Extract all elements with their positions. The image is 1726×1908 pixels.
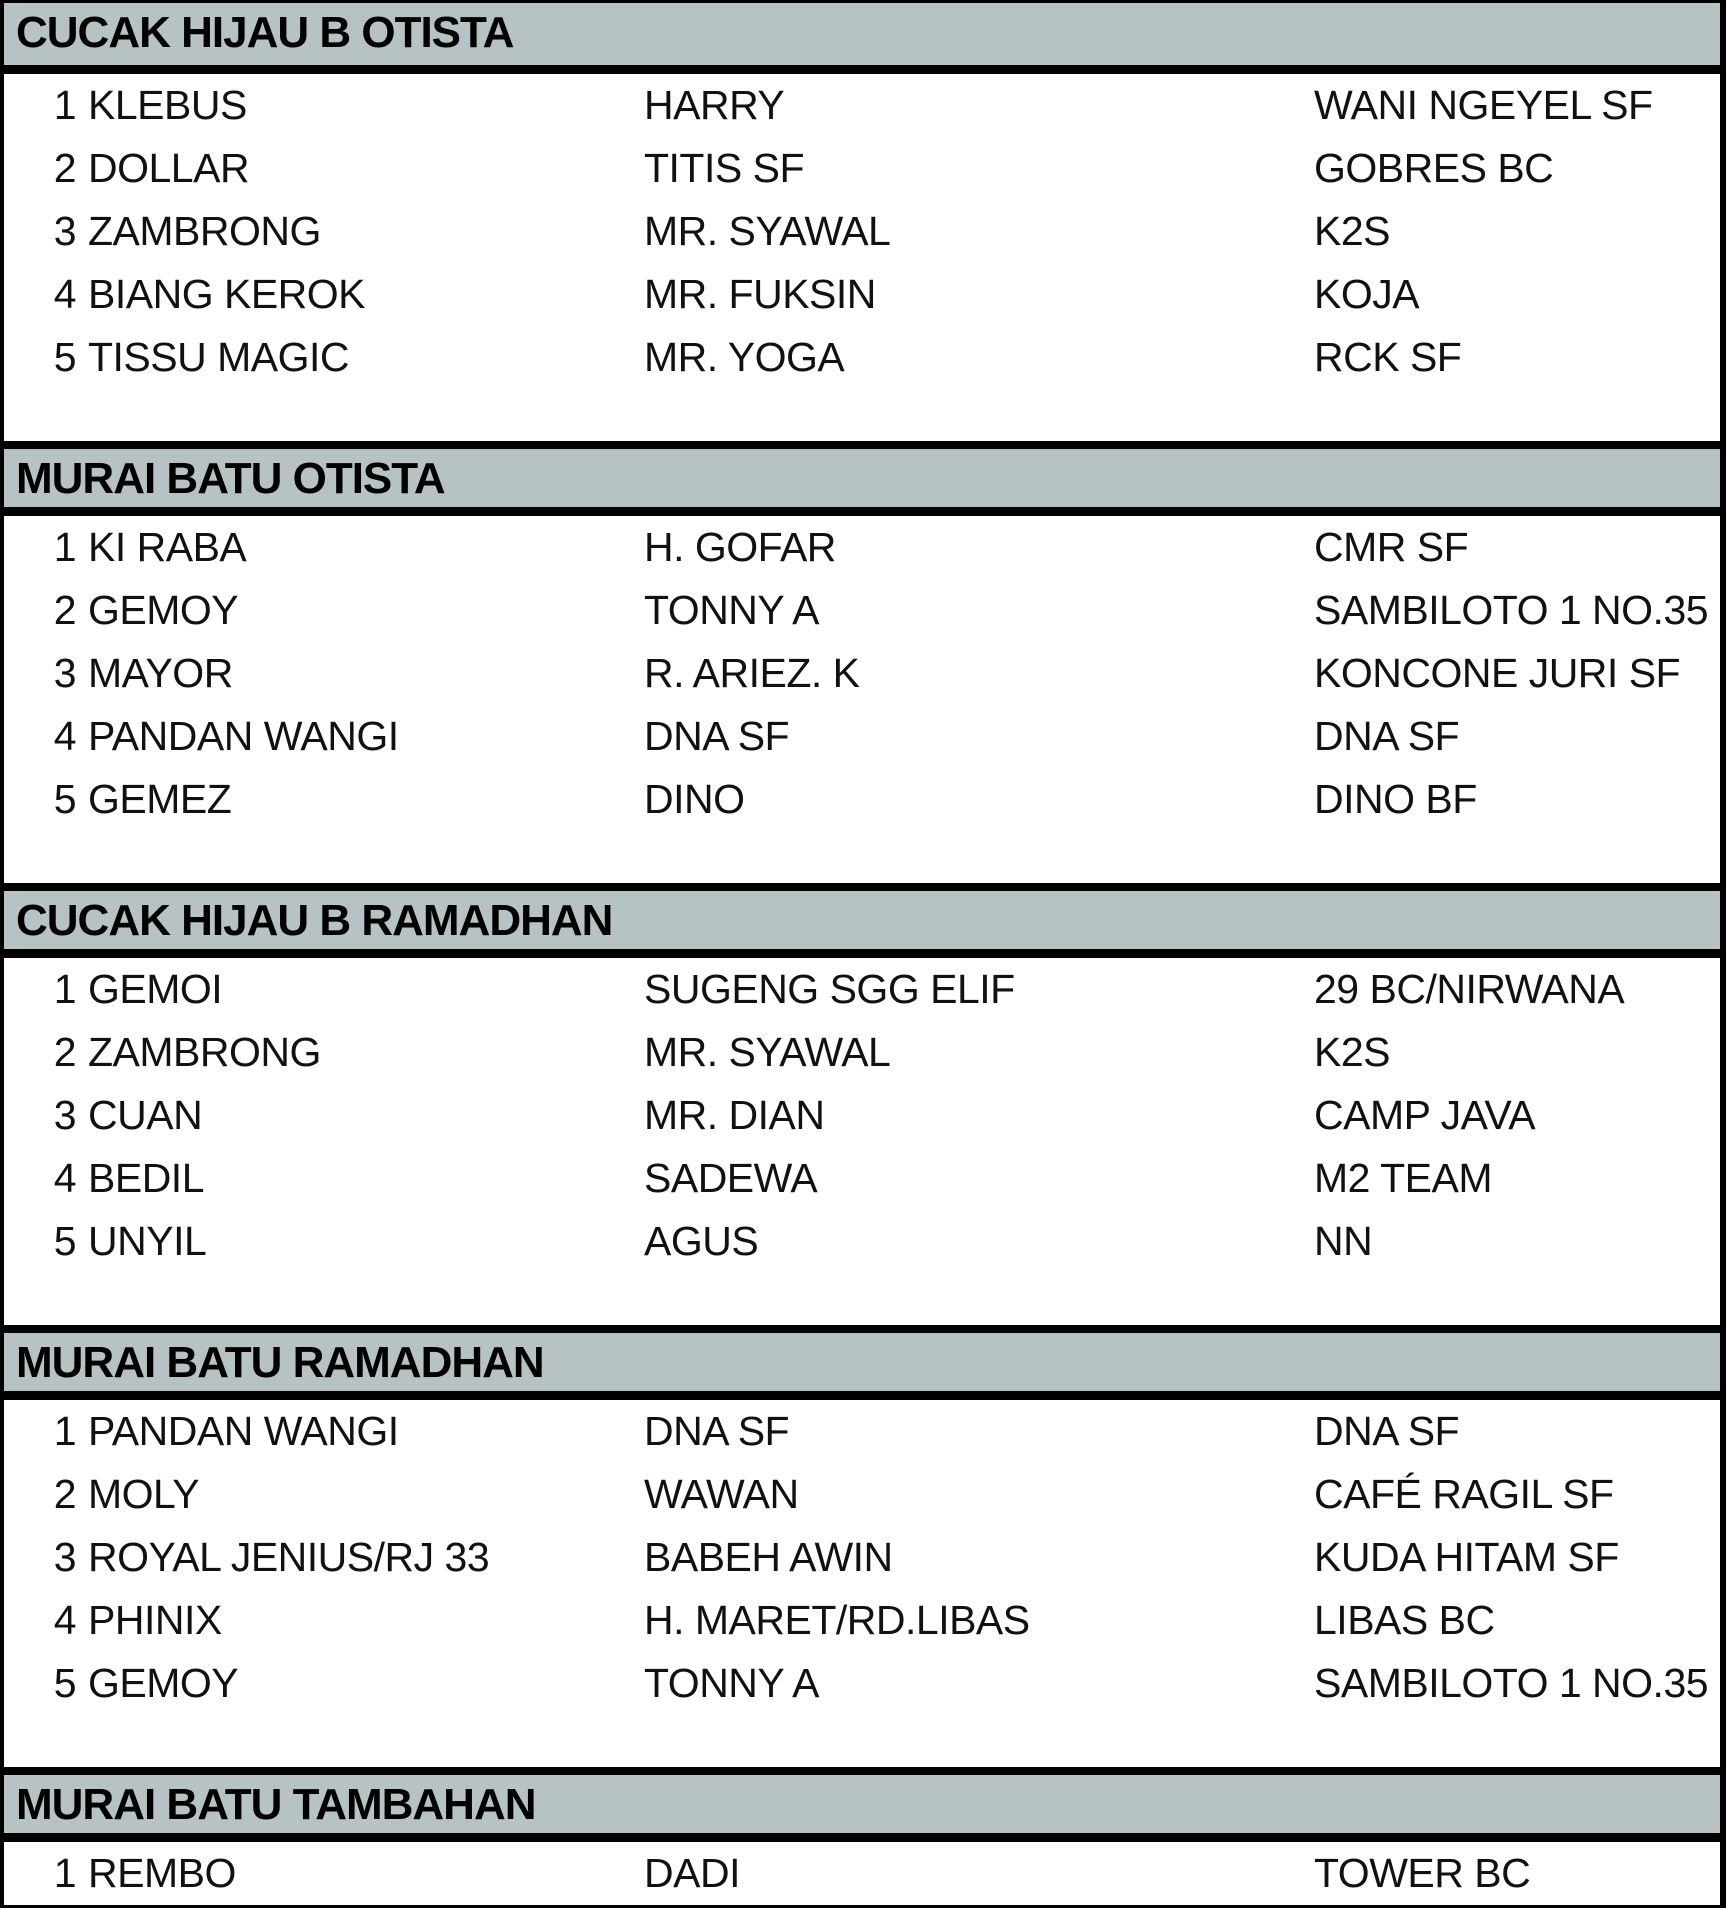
owner-cell: AGUS	[644, 1218, 759, 1264]
result-section	[4, 883, 1720, 1273]
team-cell: DNA SF	[1314, 713, 1460, 759]
team-cell: RCK SF	[1314, 334, 1462, 380]
table-row	[4, 516, 1720, 579]
owner-cell: BABEH AWIN	[644, 1534, 893, 1580]
rank-cell: 4	[53, 271, 76, 317]
bird-cell: DOLLAR	[88, 145, 250, 191]
table-row	[4, 1463, 1720, 1526]
rank-cell: 1	[53, 524, 76, 570]
bird-cell: MAYOR	[88, 650, 233, 696]
section-rows	[4, 516, 1720, 831]
owner-cell: DINO	[644, 776, 745, 822]
team-cell: KONCONE JURI SF	[1314, 650, 1681, 696]
bird-cell: UNYIL	[88, 1218, 207, 1264]
bird-cell: BIANG KEROK	[88, 271, 366, 317]
owner-cell: H. GOFAR	[644, 524, 836, 570]
rank-cell: 1	[53, 1850, 76, 1896]
bird-cell: ROYAL JENIUS/RJ 33	[88, 1534, 490, 1580]
owner-cell: DNA SF	[644, 1408, 790, 1454]
rank-cell: 3	[53, 650, 76, 696]
team-cell: GOBRES BC	[1314, 145, 1554, 191]
table-row	[4, 263, 1720, 326]
bird-cell: PANDAN WANGI	[88, 713, 399, 759]
team-cell: CMR SF	[1314, 524, 1469, 570]
bird-cell: MOLY	[88, 1471, 200, 1517]
sections-root	[4, 3, 1720, 1908]
result-section	[4, 1767, 1720, 1905]
bird-cell: CUAN	[88, 1092, 203, 1138]
owner-cell: MR. YOGA	[644, 334, 845, 380]
team-cell: 29 BC/NIRWANA	[1314, 966, 1625, 1012]
owner-cell: H. MARET/RD.LIBAS	[644, 1597, 1030, 1643]
team-cell: M2 TEAM	[1314, 1155, 1492, 1201]
team-cell: DNA SF	[1314, 1408, 1460, 1454]
rank-cell: 3	[53, 1092, 76, 1138]
team-cell: DINO BF	[1314, 776, 1477, 822]
table-row	[4, 642, 1720, 705]
team-cell: NN	[1314, 1218, 1373, 1264]
bird-cell: GEMEZ	[88, 776, 232, 822]
owner-cell: MR. DIAN	[644, 1092, 825, 1138]
owner-cell: MR. SYAWAL	[644, 208, 891, 254]
rank-cell: 3	[53, 1534, 76, 1580]
owner-cell: SADEWA	[644, 1155, 818, 1201]
table-row	[4, 200, 1720, 263]
bird-cell: GEMOI	[88, 966, 223, 1012]
team-cell: KOJA	[1314, 271, 1420, 317]
section-rows	[4, 1842, 1720, 1905]
section-header: MURAI BATU OTISTA	[4, 441, 1720, 516]
section-header: CUCAK HIJAU B OTISTA	[4, 3, 1720, 74]
table-row	[4, 1526, 1720, 1589]
section-header: MURAI BATU RAMADHAN	[4, 1325, 1720, 1400]
table-row	[4, 1210, 1720, 1273]
section-rows	[4, 74, 1720, 389]
table-row	[4, 579, 1720, 642]
rank-cell: 1	[53, 82, 76, 128]
team-cell: K2S	[1314, 1029, 1390, 1075]
team-cell: K2S	[1314, 208, 1390, 254]
table-row	[4, 1400, 1720, 1463]
table-row	[4, 705, 1720, 768]
section-header: CUCAK HIJAU B RAMADHAN	[4, 883, 1720, 958]
owner-cell: TITIS SF	[644, 145, 804, 191]
bird-cell: ZAMBRONG	[88, 208, 321, 254]
bird-cell: GEMOY	[88, 587, 239, 633]
team-cell: LIBAS BC	[1314, 1597, 1495, 1643]
owner-cell: SUGENG SGG ELIF	[644, 966, 1015, 1012]
rank-cell: 5	[53, 1660, 76, 1706]
team-cell: WANI NGEYEL SF	[1314, 82, 1653, 128]
bird-cell: BEDIL	[88, 1155, 204, 1201]
bird-cell: PHINIX	[88, 1597, 222, 1643]
table-row	[4, 326, 1720, 389]
rank-cell: 1	[53, 1408, 76, 1454]
rank-cell: 5	[53, 776, 76, 822]
table-row	[4, 958, 1720, 1021]
bird-cell: REMBO	[88, 1850, 236, 1896]
owner-cell: R. ARIEZ. K	[644, 650, 860, 696]
team-cell: CAMP JAVA	[1314, 1092, 1536, 1138]
section-rows	[4, 1400, 1720, 1715]
rank-cell: 1	[53, 966, 76, 1012]
rank-cell: 4	[53, 1155, 76, 1201]
section-header: MURAI BATU TAMBAHAN	[4, 1767, 1720, 1842]
team-cell: SAMBILOTO 1 NO.35	[1314, 1660, 1709, 1706]
rank-cell: 2	[53, 587, 76, 633]
table-row	[4, 1589, 1720, 1652]
table-row	[4, 1842, 1720, 1905]
owner-cell: DADI	[644, 1850, 740, 1896]
owner-cell: DNA SF	[644, 713, 790, 759]
table-row	[4, 1652, 1720, 1715]
owner-cell: WAWAN	[644, 1471, 799, 1517]
bird-cell: GEMOY	[88, 1660, 239, 1706]
table-row	[4, 768, 1720, 831]
team-cell: CAFÉ RAGIL SF	[1314, 1471, 1614, 1517]
team-cell: TOWER BC	[1314, 1850, 1531, 1896]
result-section	[4, 441, 1720, 831]
result-section	[4, 3, 1720, 389]
table-row	[4, 74, 1720, 137]
section-rows	[4, 958, 1720, 1273]
rank-cell: 3	[53, 208, 76, 254]
table-row	[4, 1084, 1720, 1147]
owner-cell: TONNY A	[644, 1660, 819, 1706]
rank-cell: 2	[53, 145, 76, 191]
owner-cell: HARRY	[644, 82, 785, 128]
rank-cell: 4	[53, 713, 76, 759]
bird-cell: TISSU MAGIC	[88, 334, 350, 380]
owner-cell: MR. FUKSIN	[644, 271, 876, 317]
rank-cell: 5	[53, 334, 76, 380]
rank-cell: 4	[53, 1597, 76, 1643]
rank-cell: 5	[53, 1218, 76, 1264]
team-cell: SAMBILOTO 1 NO.35	[1314, 587, 1709, 633]
bird-cell: KI RABA	[88, 524, 247, 570]
bird-cell: KLEBUS	[88, 82, 247, 128]
rank-cell: 2	[53, 1029, 76, 1075]
owner-cell: TONNY A	[644, 587, 819, 633]
team-cell: KUDA HITAM SF	[1314, 1534, 1619, 1580]
table-row	[4, 137, 1720, 200]
rank-cell: 2	[53, 1471, 76, 1517]
bird-cell: ZAMBRONG	[88, 1029, 321, 1075]
result-section	[4, 1325, 1720, 1715]
table-row	[4, 1147, 1720, 1210]
owner-cell: MR. SYAWAL	[644, 1029, 891, 1075]
table-row	[4, 1021, 1720, 1084]
bird-cell: PANDAN WANGI	[88, 1408, 399, 1454]
